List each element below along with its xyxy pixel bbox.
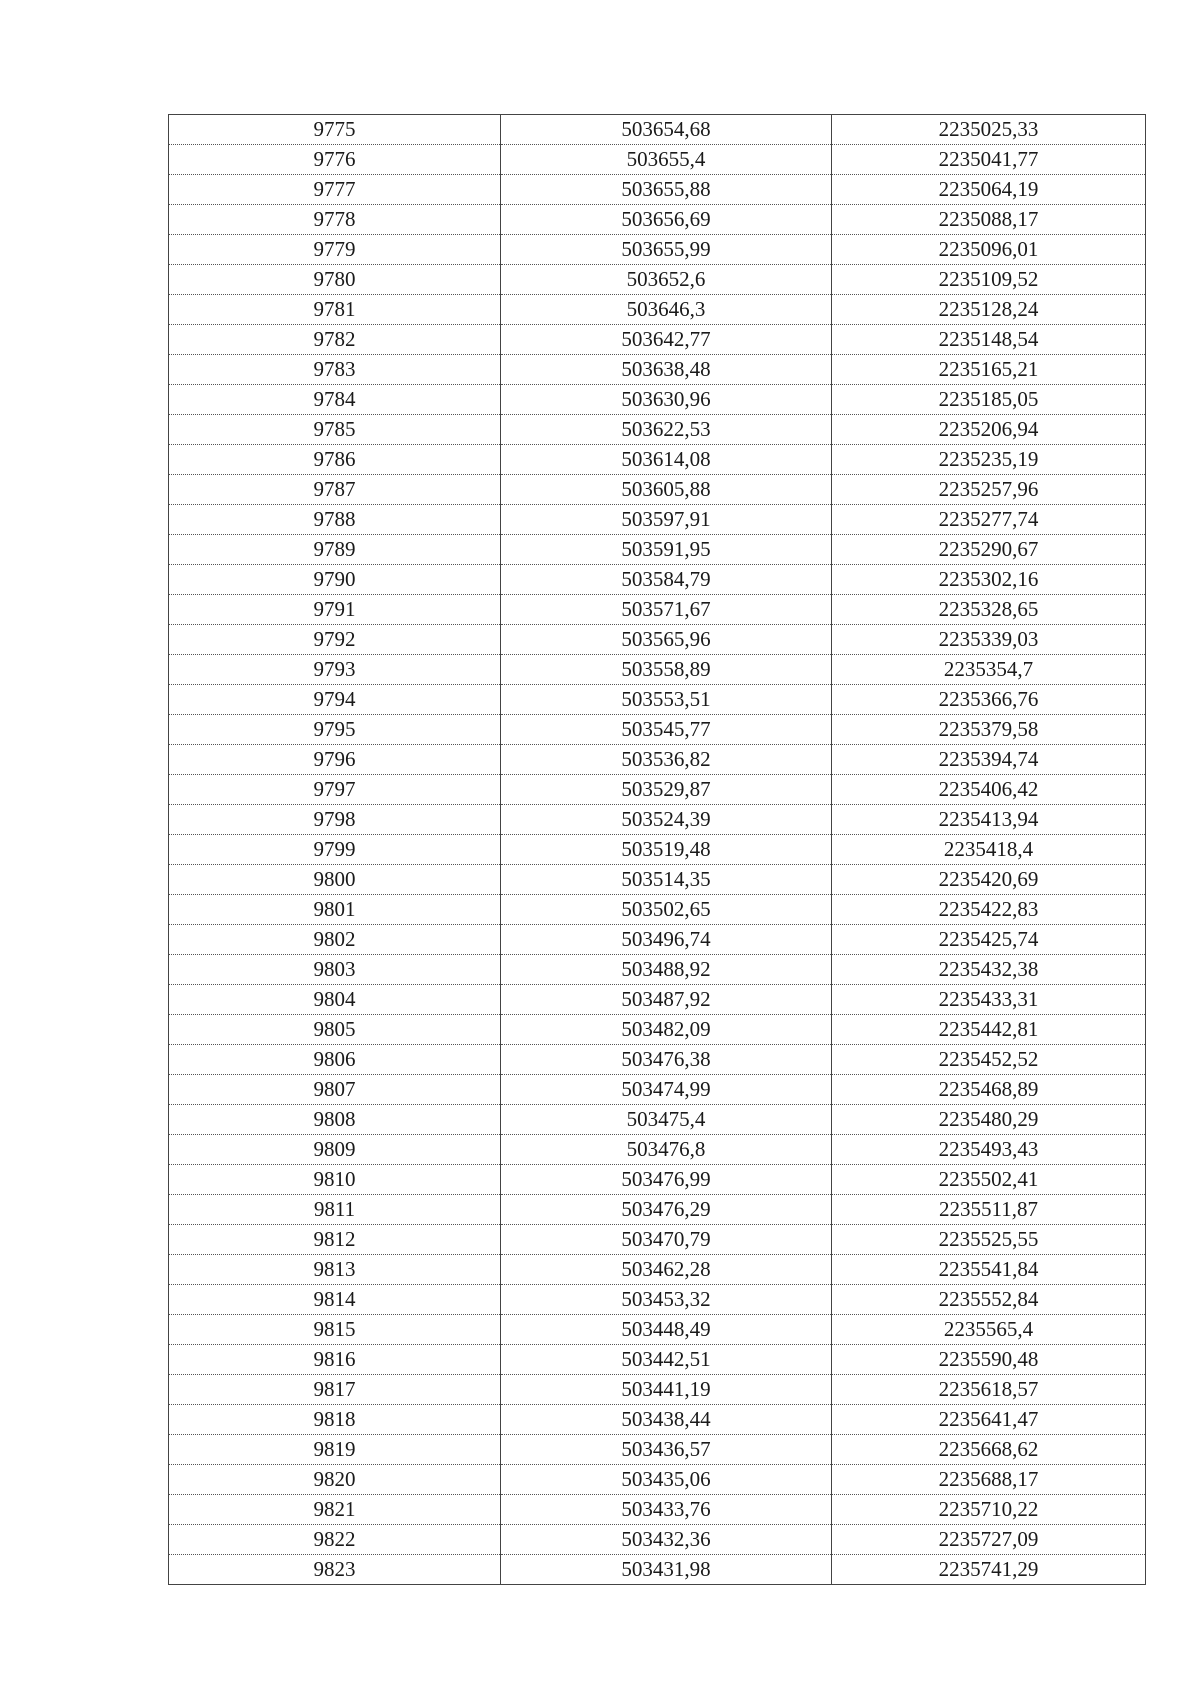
- point-number-cell: 9811: [169, 1195, 501, 1225]
- point-number-cell: 9779: [169, 235, 501, 265]
- y-coordinate-cell: 2235366,76: [832, 685, 1146, 715]
- y-coordinate-cell: 2235590,48: [832, 1345, 1146, 1375]
- table-row: [169, 565, 1146, 595]
- x-coordinate-cell: 503614,08: [501, 445, 832, 475]
- y-coordinate-cell: 2235406,42: [832, 775, 1146, 805]
- x-coordinate-cell: 503462,28: [501, 1255, 832, 1285]
- table-row: [169, 1255, 1146, 1285]
- y-coordinate-cell: 2235096,01: [832, 235, 1146, 265]
- x-coordinate-cell: 503545,77: [501, 715, 832, 745]
- point-number-cell: 9786: [169, 445, 501, 475]
- y-coordinate-cell: 2235511,87: [832, 1195, 1146, 1225]
- table-row: [169, 1105, 1146, 1135]
- point-number-cell: 9790: [169, 565, 501, 595]
- point-number-cell: 9807: [169, 1075, 501, 1105]
- x-coordinate-cell: 503565,96: [501, 625, 832, 655]
- y-coordinate-cell: 2235493,43: [832, 1135, 1146, 1165]
- point-number-cell: 9819: [169, 1435, 501, 1465]
- x-coordinate-cell: 503482,09: [501, 1015, 832, 1045]
- point-number-cell: 9800: [169, 865, 501, 895]
- point-number-cell: 9782: [169, 325, 501, 355]
- table-row: [169, 1525, 1146, 1555]
- y-coordinate-cell: 2235502,41: [832, 1165, 1146, 1195]
- point-number-cell: 9798: [169, 805, 501, 835]
- point-number-cell: 9787: [169, 475, 501, 505]
- x-coordinate-cell: 503448,49: [501, 1315, 832, 1345]
- x-coordinate-cell: 503476,29: [501, 1195, 832, 1225]
- x-coordinate-cell: 503438,44: [501, 1405, 832, 1435]
- x-coordinate-cell: 503655,99: [501, 235, 832, 265]
- table-row: [169, 1375, 1146, 1405]
- point-number-cell: 9793: [169, 655, 501, 685]
- y-coordinate-cell: 2235185,05: [832, 385, 1146, 415]
- table-row: [169, 415, 1146, 445]
- x-coordinate-cell: 503605,88: [501, 475, 832, 505]
- y-coordinate-cell: 2235206,94: [832, 415, 1146, 445]
- table-row: [169, 1195, 1146, 1225]
- table-row: [169, 265, 1146, 295]
- point-number-cell: 9805: [169, 1015, 501, 1045]
- table-row: [169, 1285, 1146, 1315]
- x-coordinate-cell: 503487,92: [501, 985, 832, 1015]
- point-number-cell: 9820: [169, 1465, 501, 1495]
- y-coordinate-cell: 2235618,57: [832, 1375, 1146, 1405]
- table-row: [169, 145, 1146, 175]
- table-row: [169, 1405, 1146, 1435]
- table-row: [169, 715, 1146, 745]
- y-coordinate-cell: 2235641,47: [832, 1405, 1146, 1435]
- point-number-cell: 9814: [169, 1285, 501, 1315]
- coordinates-table-body: [169, 115, 1146, 1585]
- x-coordinate-cell: 503654,68: [501, 115, 832, 145]
- point-number-cell: 9804: [169, 985, 501, 1015]
- table-row: [169, 1045, 1146, 1075]
- x-coordinate-cell: 503597,91: [501, 505, 832, 535]
- table-row: [169, 985, 1146, 1015]
- x-coordinate-cell: 503442,51: [501, 1345, 832, 1375]
- point-number-cell: 9791: [169, 595, 501, 625]
- x-coordinate-cell: 503488,92: [501, 955, 832, 985]
- x-coordinate-cell: 503476,38: [501, 1045, 832, 1075]
- table-row: [169, 1135, 1146, 1165]
- table-row: [169, 175, 1146, 205]
- y-coordinate-cell: 2235432,38: [832, 955, 1146, 985]
- coordinates-table: [168, 114, 1146, 1585]
- y-coordinate-cell: 2235413,94: [832, 805, 1146, 835]
- x-coordinate-cell: 503622,53: [501, 415, 832, 445]
- x-coordinate-cell: 503476,99: [501, 1165, 832, 1195]
- point-number-cell: 9818: [169, 1405, 501, 1435]
- table-row: [169, 685, 1146, 715]
- table-row: [169, 295, 1146, 325]
- point-number-cell: 9789: [169, 535, 501, 565]
- x-coordinate-cell: 503496,74: [501, 925, 832, 955]
- table-row: [169, 205, 1146, 235]
- table-row: [169, 1495, 1146, 1525]
- point-number-cell: 9808: [169, 1105, 501, 1135]
- point-number-cell: 9817: [169, 1375, 501, 1405]
- y-coordinate-cell: 2235290,67: [832, 535, 1146, 565]
- x-coordinate-cell: 503591,95: [501, 535, 832, 565]
- table-row: [169, 385, 1146, 415]
- y-coordinate-cell: 2235394,74: [832, 745, 1146, 775]
- point-number-cell: 9797: [169, 775, 501, 805]
- y-coordinate-cell: 2235525,55: [832, 1225, 1146, 1255]
- x-coordinate-cell: 503502,65: [501, 895, 832, 925]
- y-coordinate-cell: 2235442,81: [832, 1015, 1146, 1045]
- x-coordinate-cell: 503652,6: [501, 265, 832, 295]
- y-coordinate-cell: 2235668,62: [832, 1435, 1146, 1465]
- point-number-cell: 9799: [169, 835, 501, 865]
- y-coordinate-cell: 2235064,19: [832, 175, 1146, 205]
- y-coordinate-cell: 2235041,77: [832, 145, 1146, 175]
- y-coordinate-cell: 2235109,52: [832, 265, 1146, 295]
- point-number-cell: 9810: [169, 1165, 501, 1195]
- point-number-cell: 9801: [169, 895, 501, 925]
- y-coordinate-cell: 2235741,29: [832, 1555, 1146, 1585]
- point-number-cell: 9822: [169, 1525, 501, 1555]
- x-coordinate-cell: 503655,88: [501, 175, 832, 205]
- y-coordinate-cell: 2235420,69: [832, 865, 1146, 895]
- point-number-cell: 9785: [169, 415, 501, 445]
- point-number-cell: 9777: [169, 175, 501, 205]
- x-coordinate-cell: 503642,77: [501, 325, 832, 355]
- y-coordinate-cell: 2235128,24: [832, 295, 1146, 325]
- x-coordinate-cell: 503646,3: [501, 295, 832, 325]
- point-number-cell: 9816: [169, 1345, 501, 1375]
- y-coordinate-cell: 2235354,7: [832, 655, 1146, 685]
- table-row: [169, 1555, 1146, 1585]
- point-number-cell: 9813: [169, 1255, 501, 1285]
- point-number-cell: 9794: [169, 685, 501, 715]
- y-coordinate-cell: 2235235,19: [832, 445, 1146, 475]
- table-row: [169, 865, 1146, 895]
- table-row: [169, 925, 1146, 955]
- x-coordinate-cell: 503475,4: [501, 1105, 832, 1135]
- table-row: [169, 745, 1146, 775]
- point-number-cell: 9823: [169, 1555, 501, 1585]
- x-coordinate-cell: 503553,51: [501, 685, 832, 715]
- table-row: [169, 775, 1146, 805]
- point-number-cell: 9784: [169, 385, 501, 415]
- y-coordinate-cell: 2235148,54: [832, 325, 1146, 355]
- y-coordinate-cell: 2235425,74: [832, 925, 1146, 955]
- point-number-cell: 9776: [169, 145, 501, 175]
- x-coordinate-cell: 503536,82: [501, 745, 832, 775]
- x-coordinate-cell: 503474,99: [501, 1075, 832, 1105]
- x-coordinate-cell: 503571,67: [501, 595, 832, 625]
- x-coordinate-cell: 503441,19: [501, 1375, 832, 1405]
- table-row: [169, 115, 1146, 145]
- table-row: [169, 655, 1146, 685]
- table-row: [169, 445, 1146, 475]
- x-coordinate-cell: 503436,57: [501, 1435, 832, 1465]
- x-coordinate-cell: 503656,69: [501, 205, 832, 235]
- table-row: [169, 1015, 1146, 1045]
- point-number-cell: 9815: [169, 1315, 501, 1345]
- y-coordinate-cell: 2235710,22: [832, 1495, 1146, 1525]
- y-coordinate-cell: 2235422,83: [832, 895, 1146, 925]
- y-coordinate-cell: 2235688,17: [832, 1465, 1146, 1495]
- table-row: [169, 805, 1146, 835]
- table-row: [169, 955, 1146, 985]
- y-coordinate-cell: 2235541,84: [832, 1255, 1146, 1285]
- table-row: [169, 1225, 1146, 1255]
- y-coordinate-cell: 2235339,03: [832, 625, 1146, 655]
- table-row: [169, 1435, 1146, 1465]
- x-coordinate-cell: 503476,8: [501, 1135, 832, 1165]
- point-number-cell: 9809: [169, 1135, 501, 1165]
- point-number-cell: 9778: [169, 205, 501, 235]
- point-number-cell: 9788: [169, 505, 501, 535]
- x-coordinate-cell: 503514,35: [501, 865, 832, 895]
- table-row: [169, 325, 1146, 355]
- x-coordinate-cell: 503529,87: [501, 775, 832, 805]
- x-coordinate-cell: 503519,48: [501, 835, 832, 865]
- table-row: [169, 1315, 1146, 1345]
- x-coordinate-cell: 503655,4: [501, 145, 832, 175]
- x-coordinate-cell: 503431,98: [501, 1555, 832, 1585]
- table-row: [169, 355, 1146, 385]
- y-coordinate-cell: 2235480,29: [832, 1105, 1146, 1135]
- table-row: [169, 595, 1146, 625]
- point-number-cell: 9792: [169, 625, 501, 655]
- y-coordinate-cell: 2235302,16: [832, 565, 1146, 595]
- point-number-cell: 9803: [169, 955, 501, 985]
- table-row: [169, 535, 1146, 565]
- x-coordinate-cell: 503630,96: [501, 385, 832, 415]
- point-number-cell: 9775: [169, 115, 501, 145]
- point-number-cell: 9812: [169, 1225, 501, 1255]
- y-coordinate-cell: 2235433,31: [832, 985, 1146, 1015]
- y-coordinate-cell: 2235379,58: [832, 715, 1146, 745]
- y-coordinate-cell: 2235452,52: [832, 1045, 1146, 1075]
- point-number-cell: 9795: [169, 715, 501, 745]
- table-row: [169, 235, 1146, 265]
- table-row: [169, 1075, 1146, 1105]
- table-row: [169, 1465, 1146, 1495]
- point-number-cell: 9806: [169, 1045, 501, 1075]
- point-number-cell: 9821: [169, 1495, 501, 1525]
- table-row: [169, 895, 1146, 925]
- point-number-cell: 9796: [169, 745, 501, 775]
- point-number-cell: 9783: [169, 355, 501, 385]
- x-coordinate-cell: 503524,39: [501, 805, 832, 835]
- y-coordinate-cell: 2235418,4: [832, 835, 1146, 865]
- x-coordinate-cell: 503558,89: [501, 655, 832, 685]
- y-coordinate-cell: 2235277,74: [832, 505, 1146, 535]
- table-row: [169, 1165, 1146, 1195]
- x-coordinate-cell: 503435,06: [501, 1465, 832, 1495]
- y-coordinate-cell: 2235088,17: [832, 205, 1146, 235]
- y-coordinate-cell: 2235565,4: [832, 1315, 1146, 1345]
- y-coordinate-cell: 2235468,89: [832, 1075, 1146, 1105]
- x-coordinate-cell: 503638,48: [501, 355, 832, 385]
- x-coordinate-cell: 503453,32: [501, 1285, 832, 1315]
- x-coordinate-cell: 503470,79: [501, 1225, 832, 1255]
- point-number-cell: 9802: [169, 925, 501, 955]
- x-coordinate-cell: 503584,79: [501, 565, 832, 595]
- y-coordinate-cell: 2235552,84: [832, 1285, 1146, 1315]
- point-number-cell: 9780: [169, 265, 501, 295]
- x-coordinate-cell: 503433,76: [501, 1495, 832, 1525]
- table-row: [169, 835, 1146, 865]
- y-coordinate-cell: 2235727,09: [832, 1525, 1146, 1555]
- y-coordinate-cell: 2235025,33: [832, 115, 1146, 145]
- table-row: [169, 625, 1146, 655]
- x-coordinate-cell: 503432,36: [501, 1525, 832, 1555]
- y-coordinate-cell: 2235328,65: [832, 595, 1146, 625]
- y-coordinate-cell: 2235257,96: [832, 475, 1146, 505]
- y-coordinate-cell: 2235165,21: [832, 355, 1146, 385]
- point-number-cell: 9781: [169, 295, 501, 325]
- table-row: [169, 1345, 1146, 1375]
- table-row: [169, 505, 1146, 535]
- table-row: [169, 475, 1146, 505]
